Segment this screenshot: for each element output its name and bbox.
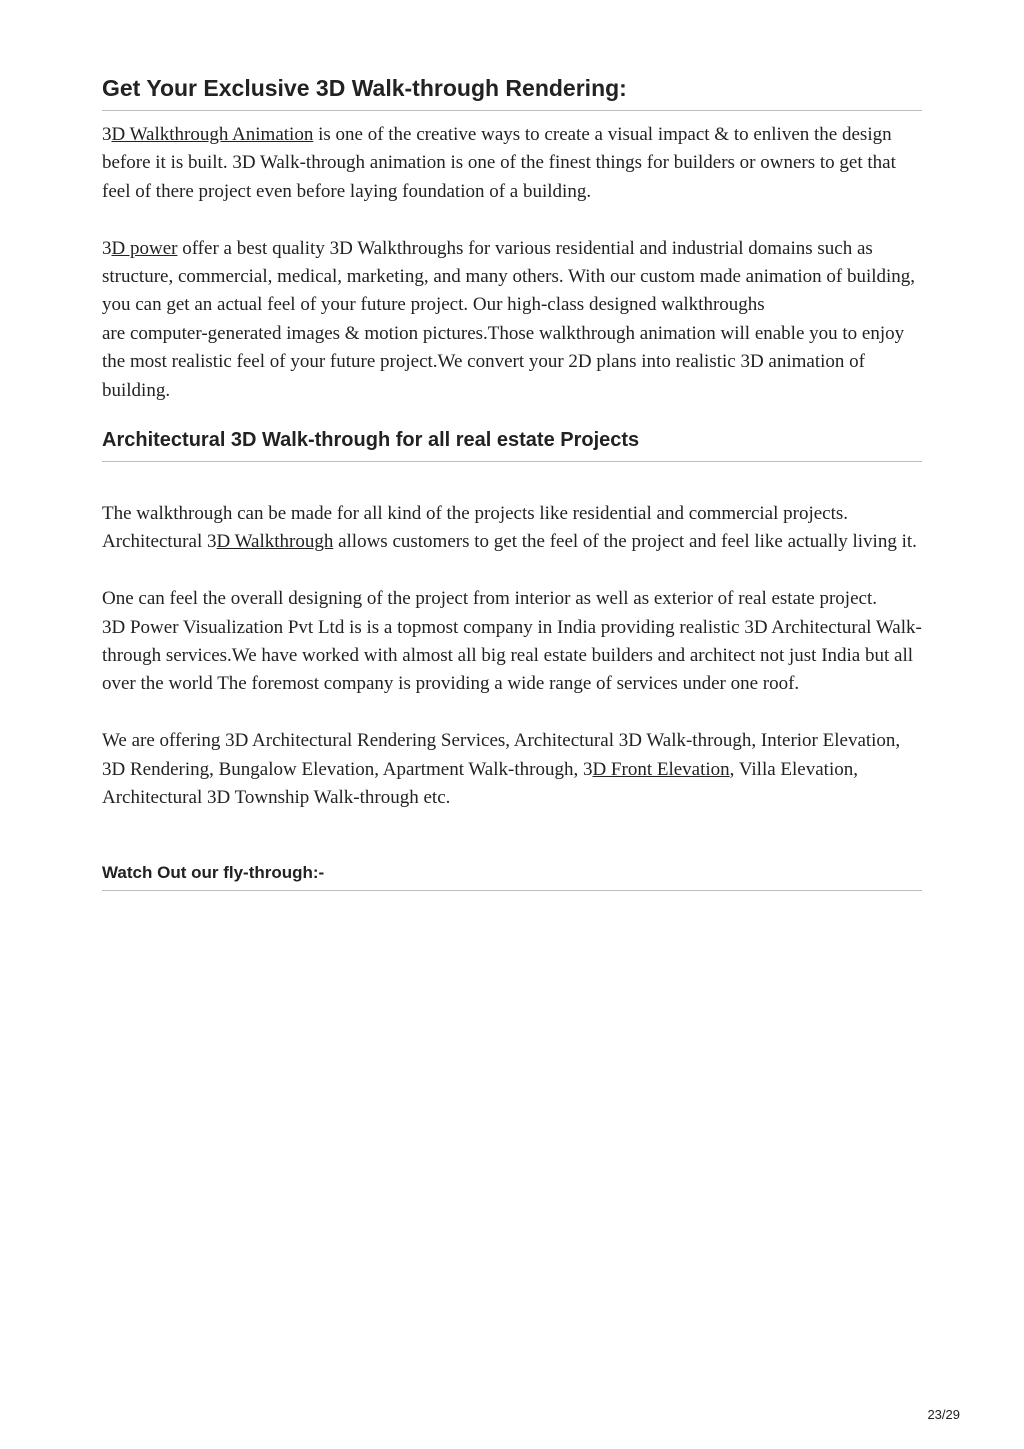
- text-span: allows customers to get the feel of the project and feel like actually living it.: [333, 531, 917, 553]
- page-number: 23/29: [927, 1407, 960, 1422]
- company-paragraph: 3D Power Visualization Pvt Ltd is is a topmost company in India providing realistic 3D Architectural Walk-through services.We have worked with almost all big real estate builders and architect not just India but all over the world The foremost company is providing a wide range of services under one roof.: [102, 616, 922, 695]
- text-span: is one of the creative ways to create a visual impact & to enliven the design before it is built. 3D Walk-through animation is one of the finest things for builders or owners to get that feel of there project even before laying foundation of a building.: [102, 124, 896, 202]
- section-heading-fly-through: Watch Out our fly-through:-: [102, 860, 922, 891]
- services-paragraph: [102, 235, 922, 320]
- text-span: The walkthrough can be made for all kind of the projects like residential and commercial projects. Architectural 3: [102, 503, 849, 553]
- document-page: [102, 70, 922, 891]
- page-title: Get Your Exclusive 3D Walk-through Rendering:: [102, 70, 922, 111]
- 3d-walkthrough-link[interactable]: D Walkthrough: [216, 531, 334, 553]
- text-span: , Villa Elevation, Architectural 3D Township Walk-through etc.: [102, 758, 858, 809]
- 3d-power-link[interactable]: D power: [111, 237, 178, 259]
- text-span: 3: [102, 237, 112, 259]
- intro-paragraph: [102, 121, 922, 206]
- design-paragraph: One can feel the overall designing of the project from interior as well as exterior of real estate project.: [102, 588, 877, 610]
- projects-paragraph: [102, 500, 922, 557]
- section-heading-architectural: Architectural 3D Walk-through for all real estate Projects: [102, 425, 922, 462]
- services-paragraph-continued: are computer-generated images & motion pictures.Those walkthrough animation will enable you to enjoy the most realistic feel of your future project.We convert your 2D plans into realistic 3D animation of building.: [102, 322, 905, 401]
- front-elevation-link[interactable]: D Front Elevation: [592, 758, 730, 780]
- text-span: offer a best quality 3D Walkthroughs for various residential and industrial domains such as structure, commercial, medical, marketing, and many others. With our custom made animation of building, you can get an actual feel of your future project. Our high-class designed walkthroughs: [102, 237, 916, 316]
- offerings-paragraph: [102, 727, 922, 812]
- walkthrough-animation-link[interactable]: D Walkthrough Animation: [111, 124, 314, 145]
- text-span: 3: [102, 124, 112, 145]
- text-span: We are offering 3D Architectural Rendering Services, Architectural 3D Walk-through, Interior Elevation, 3D Rendering, Bungalow Elevation, Apartment Walk-through, 3: [102, 730, 901, 780]
